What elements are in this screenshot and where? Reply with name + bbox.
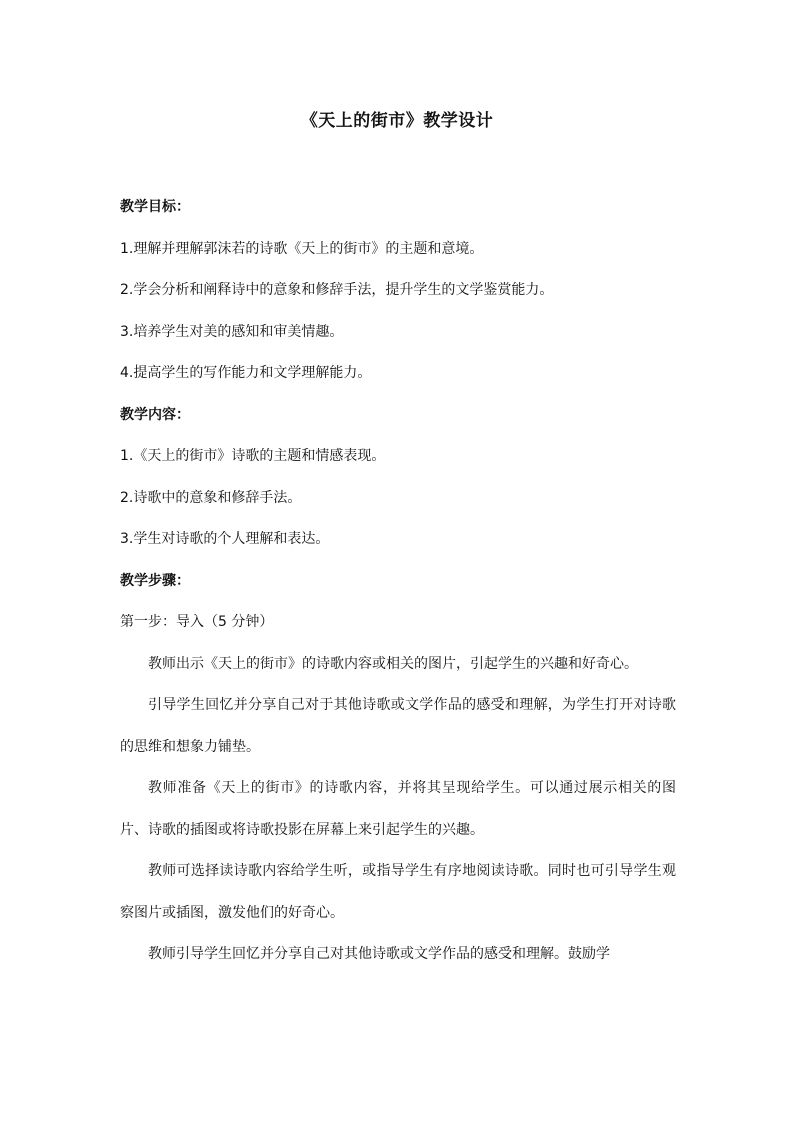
goal-item: 3.培养学生对美的感知和审美情趣。 [120, 323, 344, 340]
content-item: 1.《天上的街市》诗歌的主题和情感表现。 [120, 448, 386, 464]
step-paragraph: 教师出示《天上的街市》的诗歌内容或相关的图片，引起学生的兴趣和好奇心。 [148, 655, 638, 672]
content-item: 2.诗歌中的意象和修辞手法。 [120, 489, 302, 506]
goal-item: 1.理解并理解郭沫若的诗歌《天上的街市》的主题和意境。 [120, 240, 484, 257]
section-heading-steps: 教学步骤： [120, 572, 190, 589]
step-paragraph: 引导学生回忆并分享自己对于其他诗歌或文学作品的感受和理解，为学生打开对诗歌的思维和想象力铺垫。 [120, 697, 676, 755]
content-item: 3.学生对诗歌的个人理解和表达。 [120, 531, 330, 547]
goal-item: 4.提高学生的写作能力和文学理解能力。 [120, 365, 372, 381]
document-body [120, 187, 676, 976]
step-paragraph: 教师准备《天上的街市》的诗歌内容，并将其呈现给学生。可以通过展示相关的图片、诗歌的插图或将诗歌投影在屏幕上来引起学生的兴趣。 [120, 780, 676, 838]
step-paragraph: 教师可选择读诗歌内容给学生听，或指导学生有序地阅读诗歌。同时也可引导学生观察图片或插图，激发他们的好奇心。 [120, 863, 676, 921]
goal-item: 2.学会分析和阐释诗中的意象和修辞手法，提升学生的文学鉴赏能力。 [120, 282, 554, 298]
section-heading-content: 教学内容： [120, 406, 190, 423]
document-title: 《天上的街市》教学设计 [300, 111, 494, 131]
step-paragraph: 教师引导学生回忆并分享自己对其他诗歌或文学作品的感受和理解。鼓励学 [148, 946, 610, 962]
section-heading-goals: 教学目标： [120, 199, 190, 215]
step-title: 第一步：导入（5 分钟） [120, 614, 274, 630]
